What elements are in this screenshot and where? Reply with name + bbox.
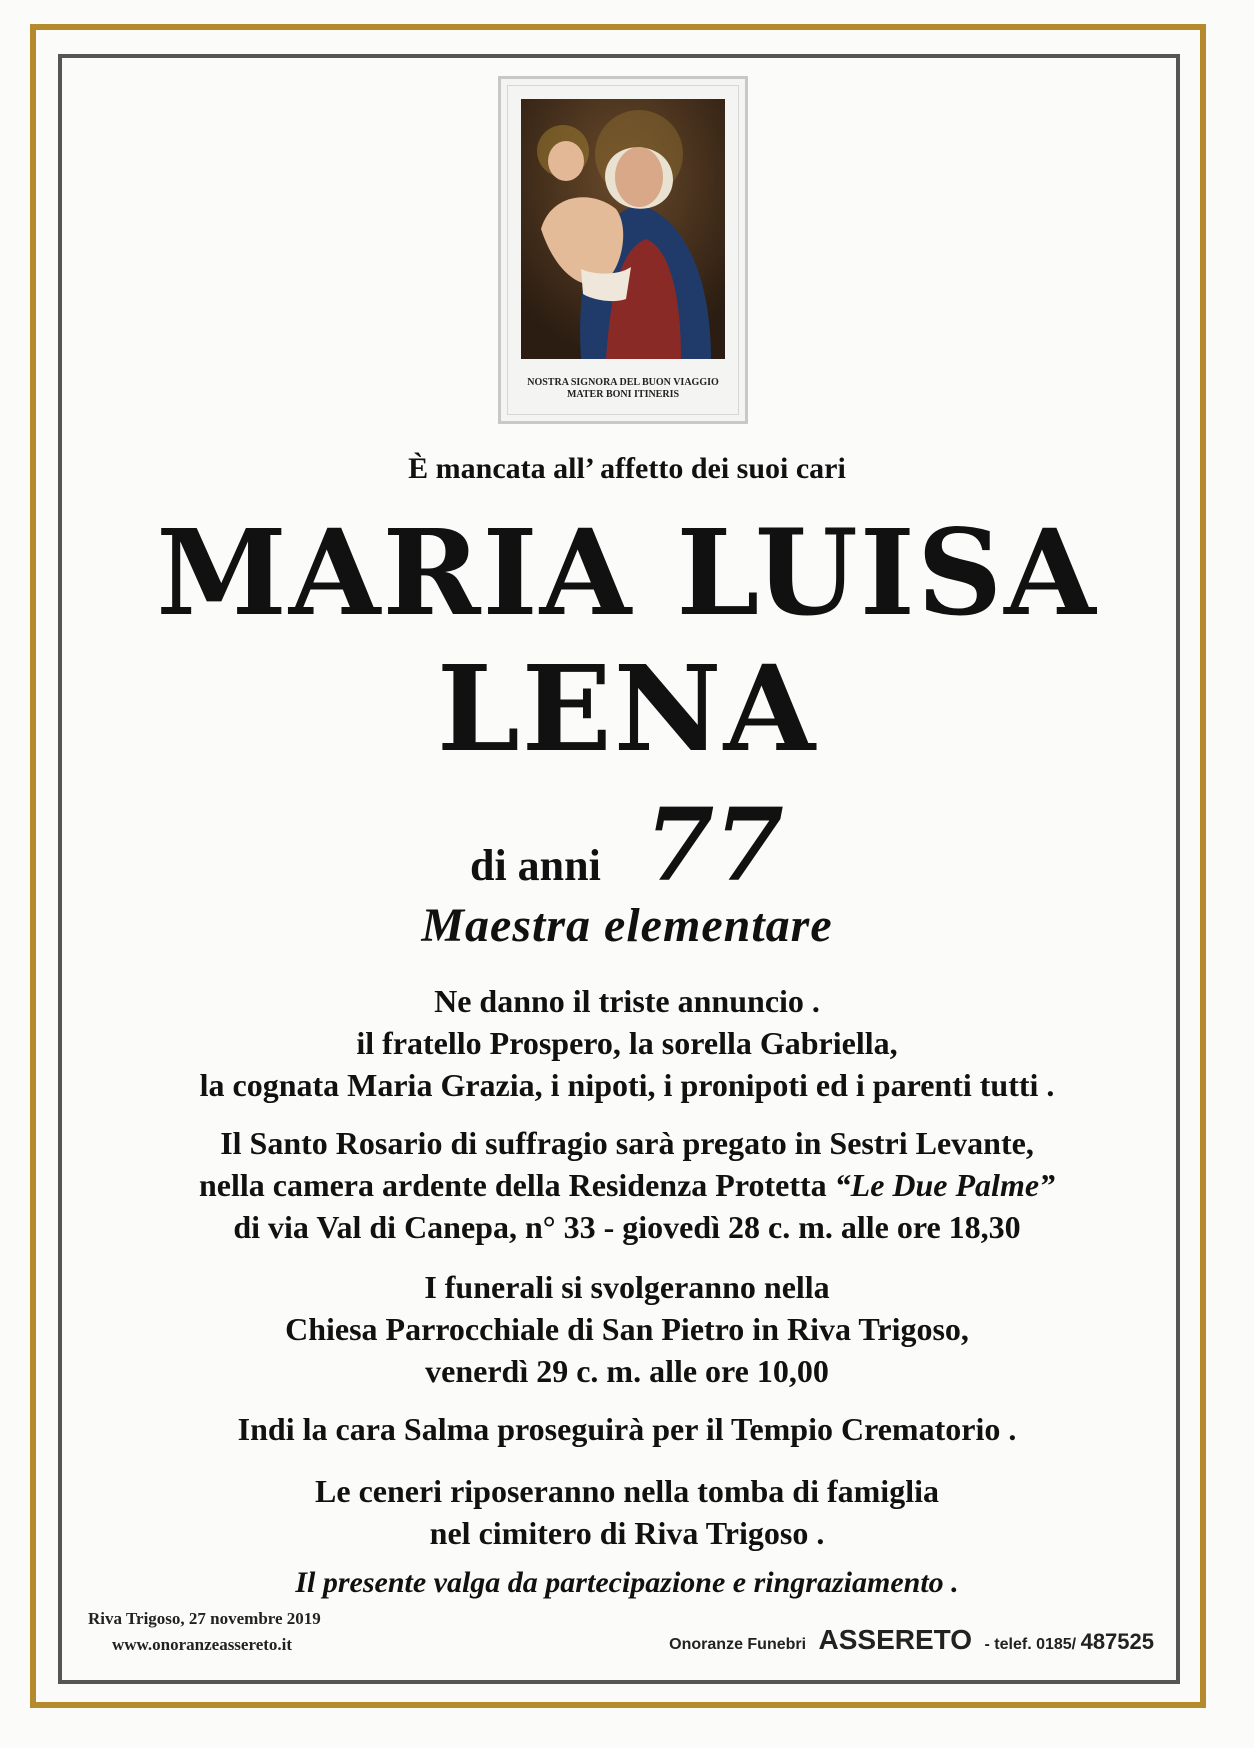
family-paragraph [60, 980, 1194, 1106]
website-link[interactable]: www.onoranzeassereto.it [112, 1635, 293, 1654]
company-name: ASSERETO [818, 1624, 973, 1655]
rosary-line: Il Santo Rosario di suffragio sarà pregato in Sestri Levante, [220, 1125, 1034, 1161]
rosary-line-prefix: nella camera ardente della Residenza Protetta [198, 1167, 835, 1203]
deceased-first-name: MARIA LUISA [156, 503, 1098, 642]
ashes-line: nel cimitero di Riva Trigoso . [429, 1515, 825, 1551]
funeral-line: I funerali si svolgeranno nella [424, 1269, 830, 1305]
holy-card-caption [501, 377, 745, 401]
residence-name: “Le Due Palme” [834, 1167, 1056, 1203]
age-row [60, 786, 1194, 904]
age-value: 77 [644, 786, 785, 904]
cremation-line: Indi la cara Salma proseguirà per il Tempio Crematorio . [237, 1411, 1017, 1447]
profession: Maestra elementare [421, 899, 833, 952]
funeral-line: venerdì 29 c. m. alle ore 10,00 [425, 1353, 829, 1389]
rosary-line [60, 1164, 1194, 1206]
rosary-paragraph [60, 1122, 1194, 1248]
footer-left [88, 1606, 321, 1658]
holy-card-caption-line1: NOSTRA SIGNORA DEL BUON VIAGGIO [527, 377, 719, 388]
ashes-line: Le ceneri riposeranno nella tomba di famiglia [315, 1473, 939, 1509]
phone-number: 487525 [1080, 1629, 1154, 1654]
family-line: la cognata Maria Grazia, i nipoti, i pronipoti ed i parenti tutti . [199, 1067, 1055, 1103]
company-label: Onoranze Funebri [669, 1636, 807, 1653]
footer-right [669, 1624, 1154, 1656]
funeral-line: Chiesa Parrocchiale di San Pietro in Riva Trigoso, [285, 1311, 969, 1347]
deceased-last-name: LENA [436, 639, 818, 778]
holy-card-caption-line2: MATER BONI ITINERIS [566, 389, 680, 400]
intro-text: È mancata all’ affetto dei suoi cari [408, 452, 846, 485]
holy-card [498, 76, 748, 424]
ashes-paragraph [60, 1470, 1194, 1554]
phone-prefix: - telef. 0185/ [984, 1636, 1077, 1653]
rosary-line: di via Val di Canepa, n° 33 - giovedì 28 c. m. alle ore 18,30 [233, 1209, 1021, 1245]
place-date: Riva Trigoso, 27 novembre 2019 [88, 1609, 321, 1628]
closing-line: Il presente valga da partecipazione e ringraziamento . [295, 1566, 959, 1599]
funeral-paragraph [60, 1266, 1194, 1392]
family-line: Ne danno il triste annuncio . [434, 983, 820, 1019]
age-label: di anni [469, 841, 601, 890]
madonna-and-child-image [521, 99, 725, 359]
family-line: il fratello Prospero, la sorella Gabriella, [356, 1025, 898, 1061]
